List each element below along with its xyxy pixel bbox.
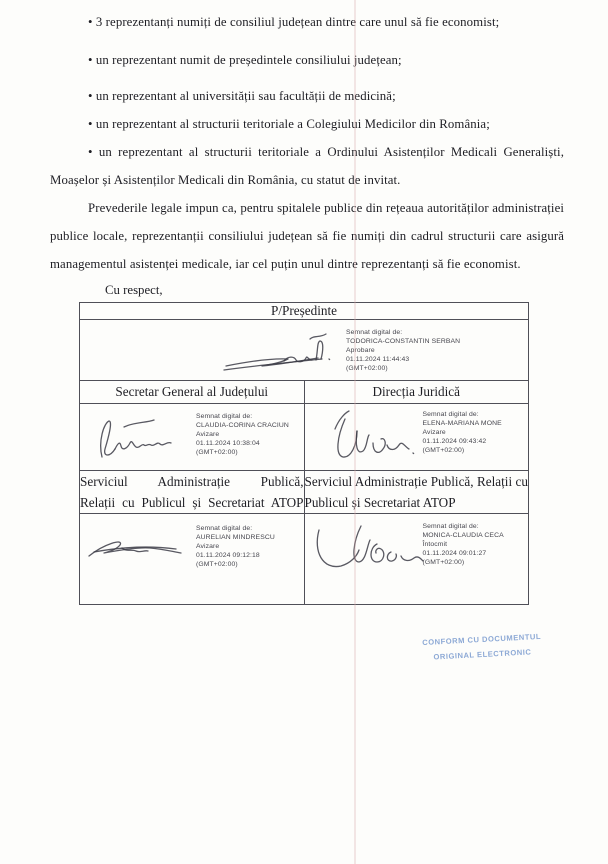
- signature-timezone: (GMT+02:00): [196, 561, 238, 568]
- signature-label: Semnat digital de:: [422, 411, 479, 418]
- signature-timezone: (GMT+02:00): [346, 365, 388, 372]
- service-right-signature-cell: [304, 514, 529, 605]
- conformity-stamp-line: ORIGINAL ELECTRONIC: [433, 647, 532, 662]
- service-title-line: Serviciul Administrație Publică, Relații cu: [304, 474, 528, 489]
- signer-name: MONICA-CLAUDIA CECA: [422, 532, 504, 539]
- conformity-stamp: [415, 629, 548, 666]
- handwritten-signature-service-right-icon: [313, 518, 425, 580]
- closing-salutation: Cu respect,: [105, 283, 163, 297]
- signature-action: Aprobare: [346, 347, 375, 354]
- signature-datetime: 01.11.2024 09:43:42: [422, 438, 487, 445]
- bullet-item: • un reprezentant al structurii teritoriale a Colegiului Medicilor din România;: [88, 117, 490, 131]
- secretary-title-cell: Secretar General al Județului: [80, 381, 305, 404]
- handwritten-signature-juridic-icon: [329, 407, 424, 469]
- signature-action: Avizare: [196, 543, 220, 550]
- signature-label: Semnat digital de:: [196, 525, 253, 532]
- service-title-line: Publicul și Secretariat ATOP: [304, 495, 456, 510]
- digital-signature-block: [423, 410, 541, 455]
- document-content: [50, 8, 564, 605]
- signature-action: Întocmit: [422, 541, 448, 548]
- bullet-item: • un reprezentant al structurii teritoriale a Ordinului Asistenților Medicali Generaliști, Moașelor și Asistenților Medicali din România, cu statut de invitat.: [50, 145, 564, 187]
- digital-signature-block: [423, 522, 541, 567]
- body-paragraph: Prevederile legale impun ca, pentru spitalele publice din rețeaua autorităților administrației publice locale, reprezentanții consiliului județean să fie numiți din cadrul structurii care asigură managementul asistenței medicale, iar cel puțin unul dintre reprezentanți să fie economist.: [50, 201, 564, 271]
- signer-name: CLAUDIA-CORINA CRACIUN: [196, 422, 289, 429]
- service-title-line: Relații cu Publicul și Secretariat ATOP: [80, 495, 304, 510]
- signature-datetime: 01.11.2024 10:38:04: [196, 440, 260, 447]
- signature-timezone: (GMT+02:00): [196, 449, 238, 456]
- bullet-item: • un reprezentant numit de președintele consiliului județean;: [88, 53, 402, 67]
- digital-signature-block: [346, 328, 464, 373]
- conformity-stamp-line: CONFORM CU DOCUMENTUL: [421, 631, 542, 648]
- service-right-title-cell: [304, 471, 529, 514]
- digital-signature-block: [196, 412, 314, 457]
- signature-table: [79, 302, 529, 605]
- handwritten-signature-secretary-icon: [94, 411, 189, 463]
- signature-datetime: 01.11.2024 09:12:18: [196, 552, 260, 559]
- service-left-signature-cell: [80, 514, 305, 605]
- handwritten-signature-service-left-icon: [86, 532, 186, 564]
- signature-datetime: 01.11.2024 09:01:27: [422, 550, 487, 557]
- signer-name: ELENA-MARIANA MONE: [422, 420, 502, 427]
- signature-label: Semnat digital de:: [422, 523, 479, 530]
- signer-name: AURELIAN MINDRESCU: [196, 534, 275, 541]
- bullet-item: • 3 reprezentanți numiți de consiliul județean dintre care unul să fie economist;: [88, 15, 500, 29]
- service-left-title-cell: [80, 471, 305, 514]
- secretary-signature-cell: [80, 404, 305, 471]
- signer-name: TODORICA-CONSTANTIN SERBAN: [346, 338, 461, 345]
- digital-signature-block: [196, 524, 314, 569]
- signature-action: Avizare: [422, 429, 446, 436]
- signature-label: Semnat digital de:: [196, 413, 253, 420]
- juridic-signature-cell: [304, 404, 529, 471]
- signature-action: Avizare: [196, 431, 220, 438]
- signature-datetime: 01.11.2024 11:44:43: [346, 356, 410, 363]
- president-signature-cell: [80, 320, 529, 381]
- juridic-title-cell: Direcția Juridică: [304, 381, 529, 404]
- signature-timezone: (GMT+02:00): [422, 559, 465, 566]
- signature-timezone: (GMT+02:00): [422, 447, 465, 454]
- handwritten-signature-president-icon: [222, 332, 344, 376]
- service-title-line: Serviciul Administrație Publică,: [80, 474, 304, 489]
- president-title-cell: P/Președinte: [80, 303, 529, 320]
- signature-label: Semnat digital de:: [346, 329, 403, 336]
- bullet-item: • un reprezentant al universității sau facultății de medicină;: [88, 89, 396, 103]
